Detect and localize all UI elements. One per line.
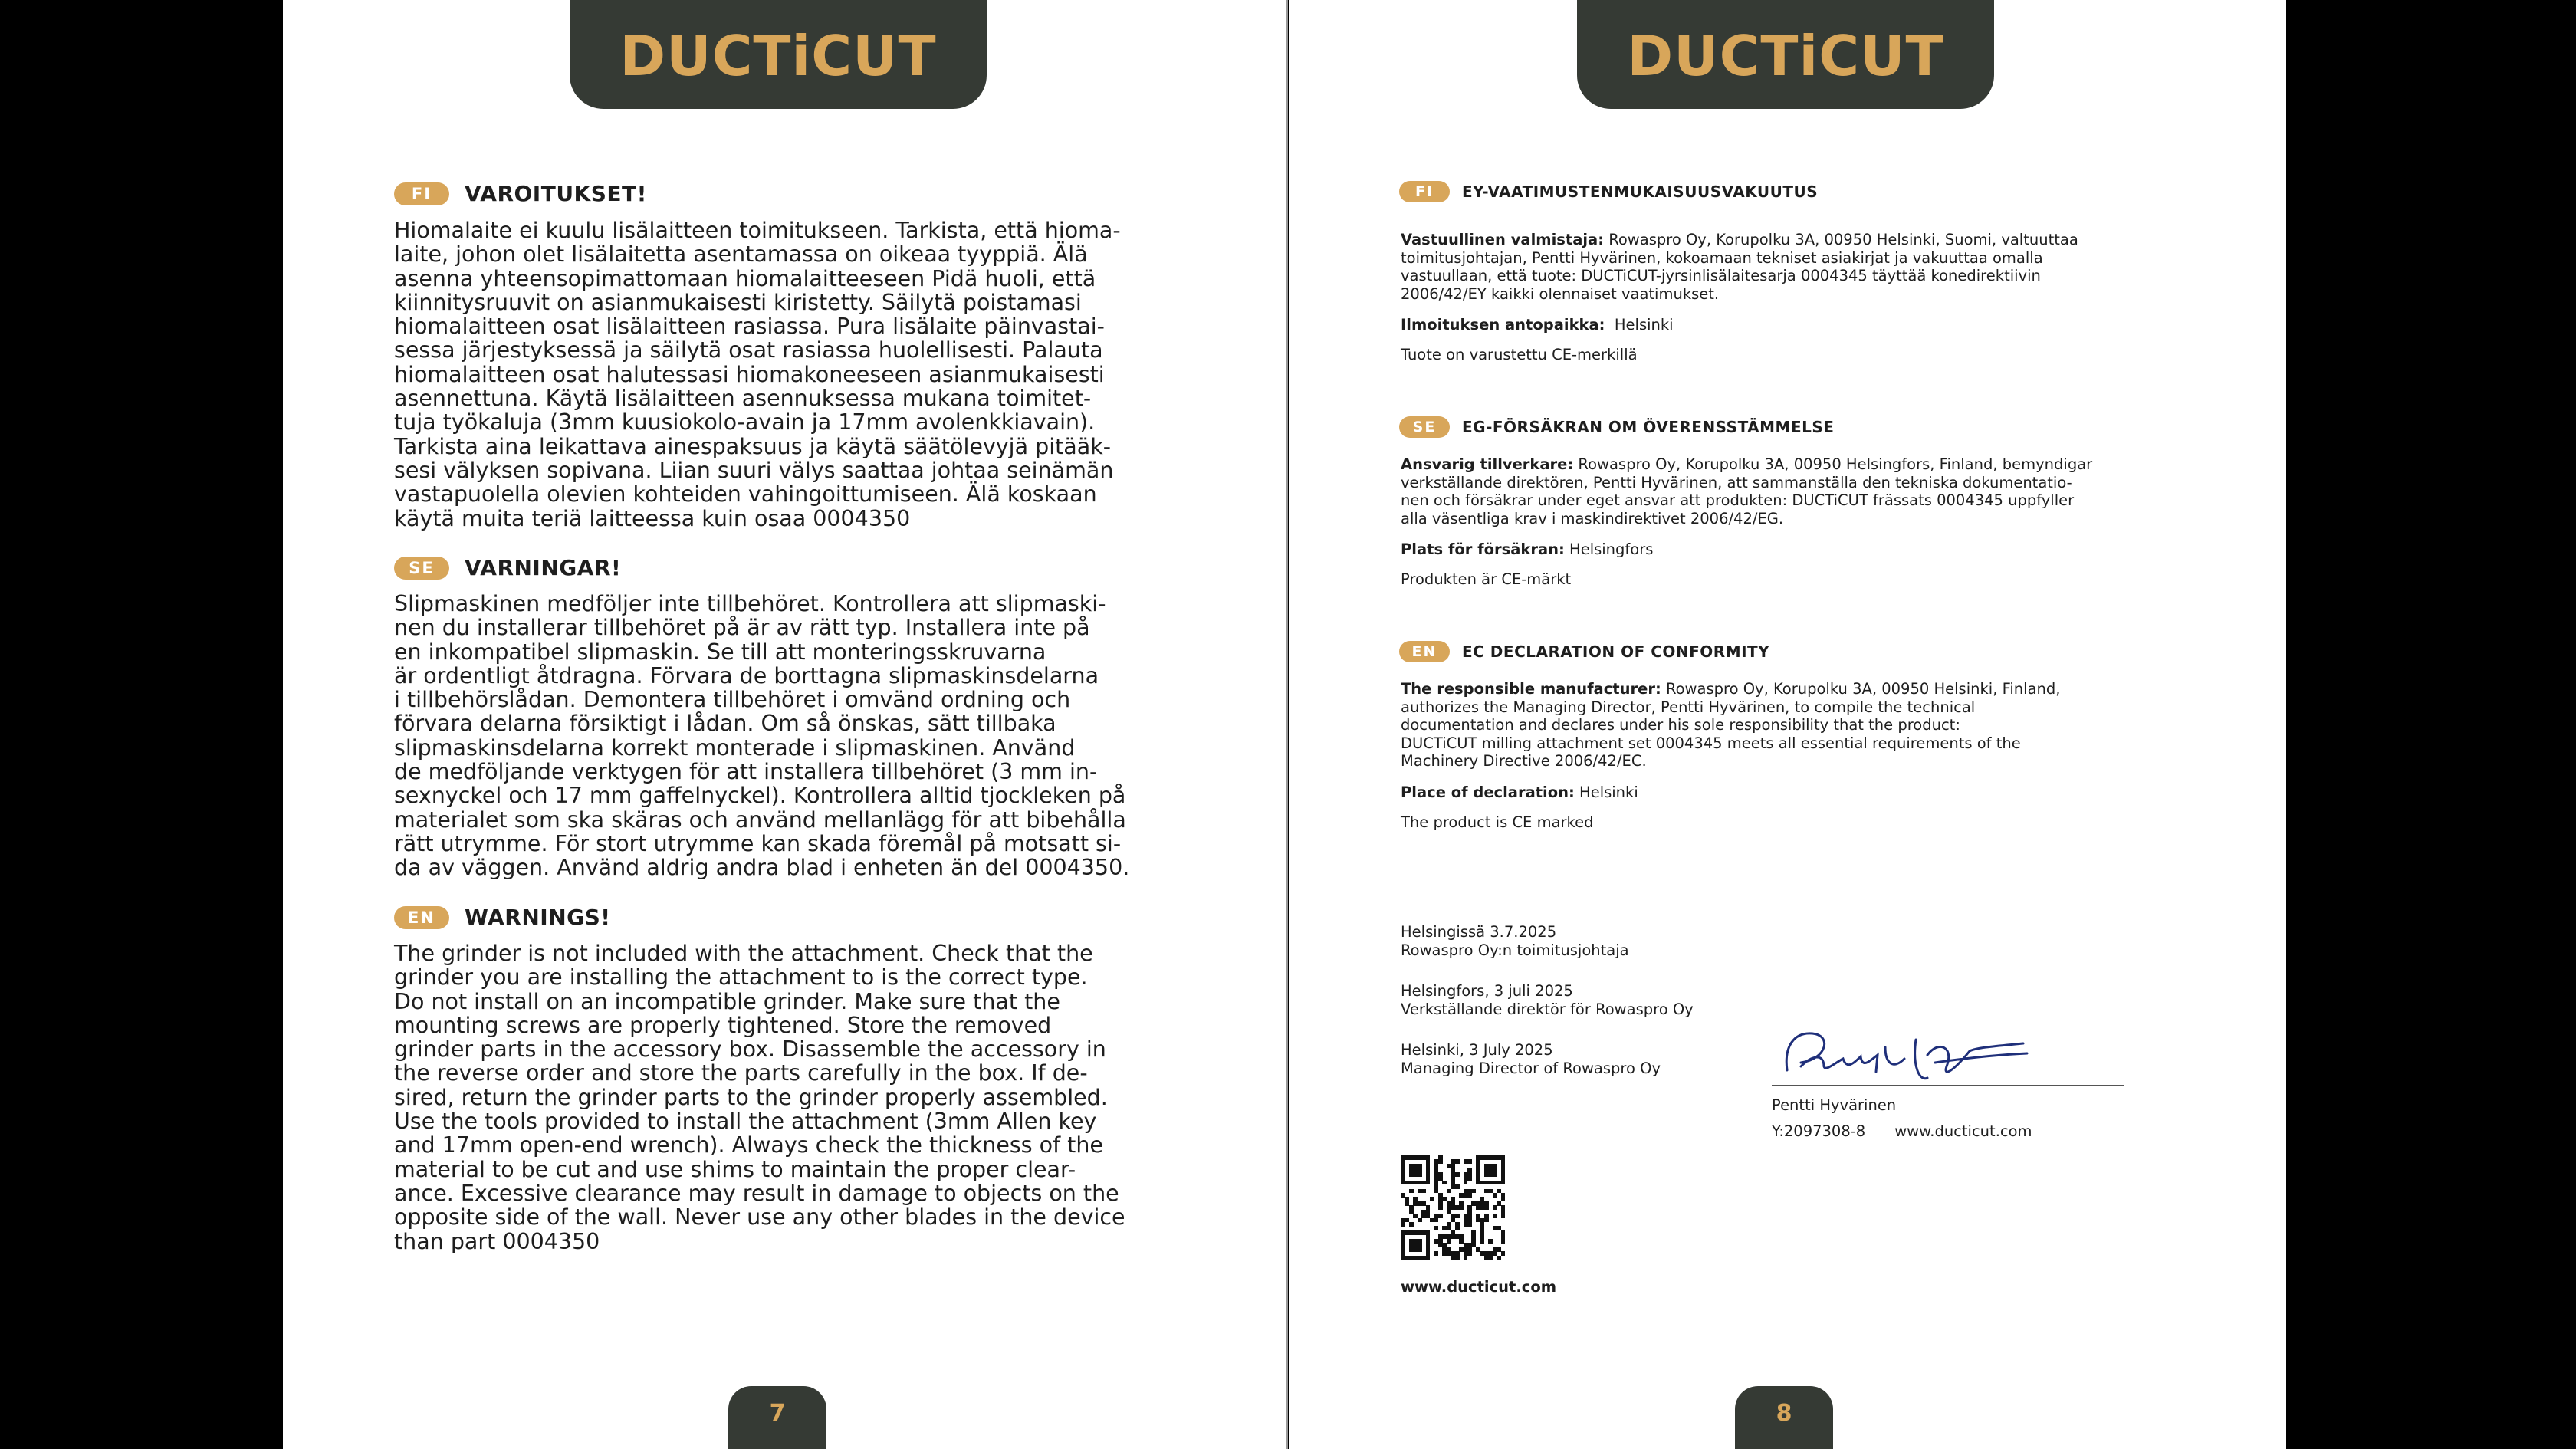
page-number-tab bbox=[728, 1386, 826, 1449]
signoff-se: Helsingfors, 3 juli 2025 Verkställande direktör för Rowaspro Oy bbox=[1401, 982, 1694, 1018]
page-number: 8 bbox=[1776, 1399, 1792, 1427]
signer-details: Y:2097308-8 www.ducticut.com bbox=[1772, 1122, 2032, 1140]
ce-statement-se: Produkten är CE-märkt bbox=[1401, 570, 1572, 588]
ce-statement-fi: Tuote on varustettu CE-merkillä bbox=[1401, 346, 1638, 363]
section-header-se bbox=[394, 555, 621, 580]
declaration-title-en: EC DECLARATION OF CONFORMITY bbox=[1462, 642, 1770, 661]
declaration-header-se bbox=[1399, 416, 1834, 438]
section-title-fi: VAROITUKSET! bbox=[465, 181, 647, 206]
declaration-title-se: EG-FÖRSÄKRAN OM ÖVERENSSTÄMMELSE bbox=[1462, 418, 1835, 436]
lang-badge-en: EN bbox=[394, 906, 449, 929]
footer-website-link[interactable]: www.ducticut.com bbox=[1401, 1278, 1557, 1296]
declaration-body-en: The responsible manufacturer: Rowaspro Oy, Korupolku 3A, 00950 Helsinki, Finland, authorizes the Managing Director, Pentti Hyvärinen, to compile the technical documentation and declares under his sole responsibility that the product: DUCTiCUT milling attachment set 0004345 meets all essential requirements of the Machinery Directive 2006/42/EC. bbox=[1401, 680, 2061, 770]
signoff-fi: Helsingissä 3.7.2025 Rowaspro Oy:n toimitusjohtaja bbox=[1401, 923, 1629, 959]
declaration-header-en bbox=[1399, 641, 1769, 662]
lang-badge-se: SE bbox=[1399, 416, 1450, 438]
declaration-header-fi bbox=[1399, 181, 1818, 202]
declaration-body-fi: Vastuullinen valmistaja: Rowaspro Oy, Korupolku 3A, 00950 Helsinki, Suomi, valtuuttaa toimitusjohtajan, Pentti Hyvärinen, kokoamaan tekniset asiakirjat ja vakuuttaa omalla vastuullaan, että tuote: DUCTiCUT-jyrsinlisälaitesarja 0004345 täyttää konedirektiivin 2006/42/EY kaikki olennaiset vaatimukset. bbox=[1401, 231, 2078, 303]
section-title-se: VARNINGAR! bbox=[465, 555, 622, 580]
lang-badge-en: EN bbox=[1399, 641, 1450, 662]
declaration-title-fi: EY-VAATIMUSTENMUKAISUUSVAKUUTUS bbox=[1462, 182, 1819, 201]
declaration-place-fi: Ilmoituksen antopaikka: Helsinki bbox=[1401, 316, 1674, 334]
declaration-body-se: Ansvarig tillverkare: Rowaspro Oy, Korupolku 3A, 00950 Helsingfors, Finland, bemyndigar verkställande direktören, Pentti Hyvärinen, att sammanställa den tekniska dokumentatio- nen och försäkrar under eget ansvar att produkten: DUCTiCUT frässats 0004345 uppfyller alla väsentliga krav i maskindirektivet 2006/42/EG. bbox=[1401, 455, 2093, 527]
signer-name: Pentti Hyvärinen bbox=[1772, 1096, 1897, 1114]
brand-logo: DUCTiCUT bbox=[1627, 24, 1944, 88]
brand-logo-header bbox=[1577, 0, 1994, 109]
lang-badge-fi: FI bbox=[394, 182, 449, 205]
lang-badge-fi: FI bbox=[1399, 181, 1450, 202]
page-7 bbox=[283, 0, 1286, 1449]
brand-logo: DUCTiCUT bbox=[619, 24, 937, 88]
signature-image bbox=[1770, 1024, 2046, 1093]
page-divider bbox=[1286, 0, 1288, 1449]
page-8 bbox=[1289, 0, 2286, 1449]
section-title-en: WARNINGS! bbox=[465, 905, 611, 930]
declaration-place-en: Place of declaration: Helsinki bbox=[1401, 784, 1638, 801]
declaration-place-se: Plats för försäkran: Helsingfors bbox=[1401, 540, 1654, 558]
brand-logo-header bbox=[570, 0, 987, 109]
warning-text-se: Slipmaskinen medföljer inte tillbehöret. Kontrollera att slipmaski- nen du installerar tillbehöret på är av rätt typ. Installera inte på en inkompatibel slipmaskin. Se till att monteringsskruvarna är ordentligt åtdragna. Förvara de borttagna slipmaskinsdelarna i tillbehörslådan. Demontera tillbehöret i omvänd ordning och förvara delarna försiktigt i lådan. Om så önskas, sätt tillbaka slipmaskinsdelarna korrekt monterade i slipmaskinen. Använd de medföljande verktygen för att installera tillbehöret (3 mm in- sexnyckel och 17 mm gaffelnyckel). Kontrollera alltid tjockleken på materialet som ska skäras och använd mellanlägg för att bibehålla rätt utrymme. För stort utrymme kan skada föremål på motsatt si- da av väggen. Använd aldrig andra blad i enheten än del 0004350. bbox=[394, 591, 1130, 881]
signature-line bbox=[1772, 1085, 2124, 1086]
section-header-en bbox=[394, 905, 611, 930]
page-number-tab bbox=[1735, 1386, 1833, 1449]
page-number: 7 bbox=[769, 1399, 786, 1427]
warning-text-en: The grinder is not included with the attachment. Check that the grinder you are installing the attachment to is the correct type. Do not install on an incompatible grinder. Make sure that the mounting screws are properly tightened. Store the removed grinder parts in the accessory box. Disassemble the accessory in the reverse order and store the parts carefully in the box. If de- sired, return the grinder parts to the grinder properly assembled. Use the tools provided to install the attachment (3mm Allen key and 17mm open-end wrench). Always check the thickness of the material to be cut and use shims to maintain the proper clear- ance. Excessive clearance may result in damage to objects on the opposite side of the wall. Never use any other blades in the device than part 0004350 bbox=[394, 941, 1125, 1254]
qr-code[interactable] bbox=[1401, 1155, 1505, 1260]
warning-text-fi: Hiomalaite ei kuulu lisälaitteen toimitukseen. Tarkista, että hioma- laite, johon olet lisälaitetta asentamassa on oikeaa tyyppiä. Älä asenna yhteensopimattomaan hiomalaitteeseen Pidä huoli, että kiinnitysruuvit on asianmukaisesti kiristetty. Säilytä poistamasi hiomalaitteen osat lisälaitteen rasiassa. Pura lisälaite päinvastai- sessa järjestyksessä ja säilytä osat rasiassa huolellisesti. Palauta hiomalaitteen osat halutessasi hiomakoneeseen asianmukaisesti asennettuna. Käytä lisälaitteen asennuksessa mukana toimitet- tuja työkaluja (3mm kuusiokolo-avain ja 17mm avolenkkiavain). Tarkista aina leikattava ainespaksuus ja käytä säätölevyjä pitääk- sesi välyksen sopivana. Liian suuri välys saattaa johtaa seinämän vastapuolella olevien kohteiden vahingoittumiseen. Älä koskaan käytä muita teriä laitteessa kuin osaa 0004350 bbox=[394, 218, 1121, 531]
lang-badge-se: SE bbox=[394, 557, 449, 580]
signoff-en: Helsinki, 3 July 2025 Managing Director of Rowaspro Oy bbox=[1401, 1041, 1661, 1077]
section-header-fi bbox=[394, 181, 647, 206]
ce-statement-en: The product is CE marked bbox=[1401, 813, 1594, 831]
